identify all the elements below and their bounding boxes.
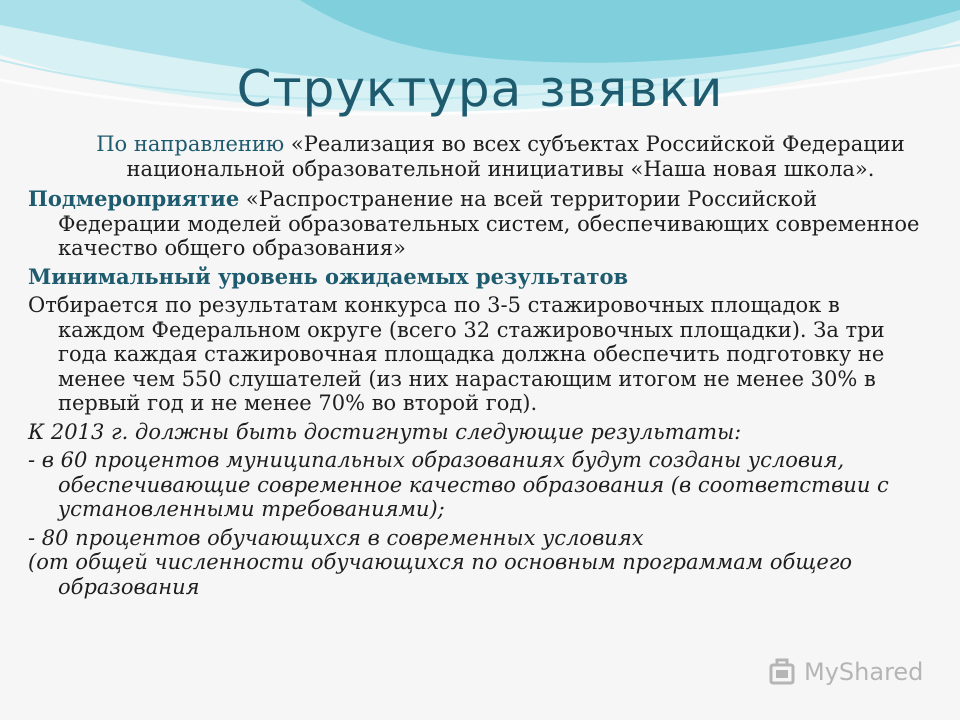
min-level-text: Отбирается по результатам конкурса по 3-5 стажировочных площадок в каждом Федеральном округе (всего 32 стажировочных площадки). За три года каждая стажировочная площадка должна обеспечить подготовку не менее чем 550 слушателей (из них нарастающим итогом не менее 30% в первый год и не менее 70% во второй год).	[28, 293, 885, 415]
min-level-heading: Минимальный уровень ожидаемых результатов	[28, 263, 629, 289]
myshared-logo-icon	[768, 657, 798, 687]
slide-content	[28, 132, 933, 603]
direction-label: По направлению	[96, 132, 285, 156]
watermark-text: MyShared	[804, 658, 924, 686]
myshared-watermark	[768, 656, 923, 688]
subevent-paragraph	[28, 187, 933, 261]
slide-title: Структура звявки	[236, 60, 724, 118]
direction-paragraph	[28, 132, 933, 181]
direction-text: «Реализация во всех субъектах Российской Федерации национальной образовательной инициативы «Наша новая школа».	[126, 132, 905, 181]
results-item-2: - 80 процентов обучающихся в современных условиях	[28, 525, 644, 550]
results-item-1: - в 60 процентов муниципальных образованиях будут созданы условия, обеспечивающие современное качество образования (в соответствии с установленными требованиями);	[28, 448, 889, 521]
results-item-2-continuation: (от общей численности обучающихся по основным программам общего образования	[28, 550, 853, 599]
subevent-label: Подмероприятие	[28, 186, 240, 211]
subevent-text: «Распространение на всей территории Российской Федерации моделей образовательных систем, обеспечивающих современное качество общего образования»	[58, 187, 920, 260]
results-heading: К 2013 г. должны быть достигнуты следующие результаты:	[28, 419, 742, 444]
